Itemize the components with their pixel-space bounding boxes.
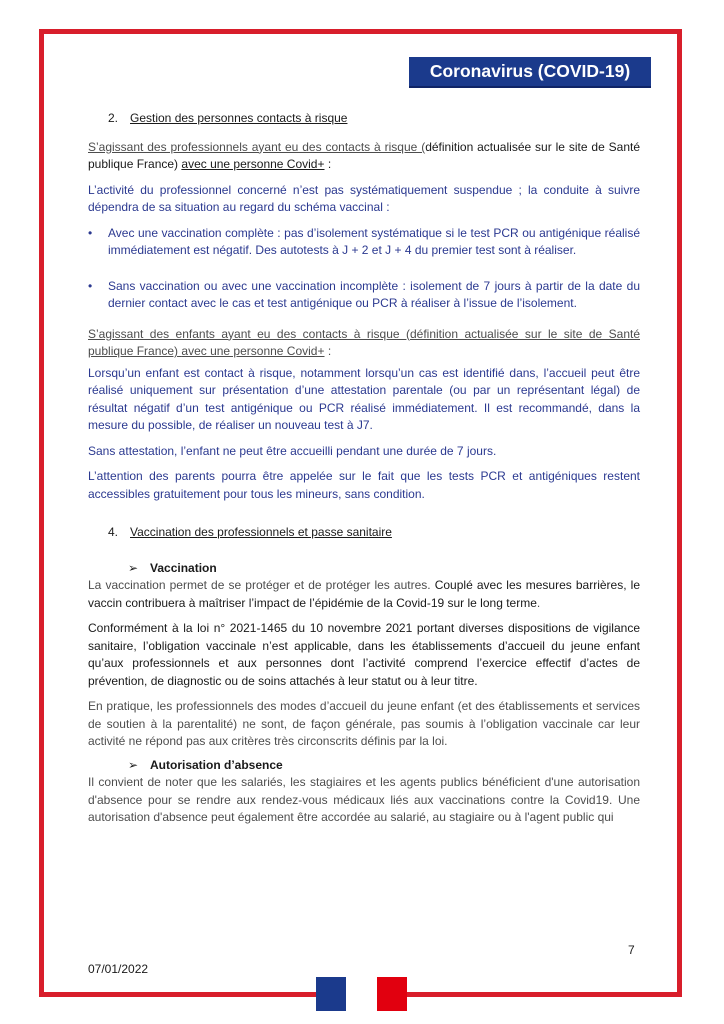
child-contact-paragraph: Lorsqu’un enfant est contact à risque, notamment lorsqu’un cas est identifié dans, l’accueil peut être réalisé uniquement sur présentation d’une attestation parentale (ou par un représentant légal) de résultat négatif d’un test antigénique ou PCR réalisé immédiatement. Il est recommandé, dans la mesure du possible, de réaliser un nouveau test à J7. — [88, 365, 640, 432]
section-2-heading — [108, 110, 640, 128]
law-paragraph: Conformément à la loi n° 2021-1465 du 10 novembre 2021 portant diverses dispositions de vigilance sanitaire, l’obligation vaccinale n’est applicable, dans les établissements d’accueil du jeune enfant qu’aux professionnels et aux personnes dont l’activité comprend l’exercice effectif d’actes de prévention, de diagnostic ou de soins attachés à leur statut ou à leur titre. — [88, 621, 640, 688]
footer-date: 07/01/2022 — [88, 962, 149, 976]
bullet-item-incomplete: • Sans vaccination ou avec une vaccination incomplète : isolement de 7 jours à partir de la date du dernier contact avec le cas et test antigénique ou PCR à réaliser à l’issue de l’isolement. — [88, 278, 640, 310]
section-4-number: 4. — [108, 525, 119, 539]
section-4-title: Vaccination des professionnels et passe sanitaire — [130, 525, 392, 539]
arrow-icon: ➢ — [128, 560, 139, 575]
no-attestation-paragraph: Sans attestation, l’enfant ne peut être accueilli pendant une durée de 7 jours. — [88, 443, 497, 458]
pro-activity-paragraph: L’activité du professionnel concerné n’est pas systématiquement suspendue ; la conduite à suivre dépendra de sa situation au regard du schéma vaccinal : — [88, 182, 640, 214]
subheading-vaccination: ➢ Vaccination — [128, 560, 640, 578]
bullet-icon: • — [88, 225, 93, 240]
vaccination-bullets — [88, 225, 640, 313]
practice-paragraph: En pratique, les professionnels des modes d’accueil du jeune enfant (et des établissements et services de soutien à la parentalité) ne sont, de façon générale, pas soumis à l’obligation vaccinale car leur activité ne répond pas aux critères très circonscrits définis par la loi. — [88, 699, 640, 748]
section-4-heading — [108, 524, 640, 542]
section-2-title: Gestion des personnes contacts à risque — [130, 111, 348, 125]
child-intro: S’agissant des enfants ayant eu des contacts à risque (définition actualisée sur le site de Santé publique France) avec une personne Covid+ : — [88, 326, 640, 358]
bullet-icon: • — [88, 278, 93, 293]
absence-paragraph: Il convient de noter que les salariés, les stagiaires et les agents publics bénéficient d'une autorisation d'absence pour se rendre aux rendez-vous médicaux liés aux vaccinations contre la Covid19. Une autorisation d'absence peut également être accordée au salarié, au stagiaire ou à l'agent public qui — [88, 775, 640, 824]
pro-intro: S’agissant des professionnels ayant eu des contacts à risque (définition actualisée sur le site de Santé publique France) avec une personne Covid+ : — [88, 139, 640, 171]
vaccination-paragraph: La vaccination permet de se protéger et de protéger les autres. Couplé avec les mesures barrières, le vaccin contribuera à maîtriser l’impact de l’épidémie de la Covid-19 sur le long terme. — [88, 578, 641, 610]
page-content — [88, 110, 640, 827]
subheading-absence: ➢ Autorisation d’absence — [128, 757, 640, 775]
bullet-item-complete: • Avec une vaccination complète : pas d’isolement systématique si le test PCR ou antigénique réalisé immédiatement est négatif. Des autotests à J + 2 et J + 4 du premier test sont à réaliser. — [88, 225, 640, 257]
section-2-number: 2. — [108, 111, 119, 125]
arrow-icon: ➢ — [128, 757, 139, 772]
republique-francaise-logo — [316, 977, 407, 1011]
page-number: 7 — [628, 943, 635, 957]
parents-attention-paragraph: L’attention des parents pourra être appelée sur le fait que les tests PCR et antigéniques restent accessibles gratuitement pour tous les mineurs, sans condition. — [88, 469, 640, 501]
header-banner: Coronavirus (COVID-19) — [409, 57, 651, 88]
